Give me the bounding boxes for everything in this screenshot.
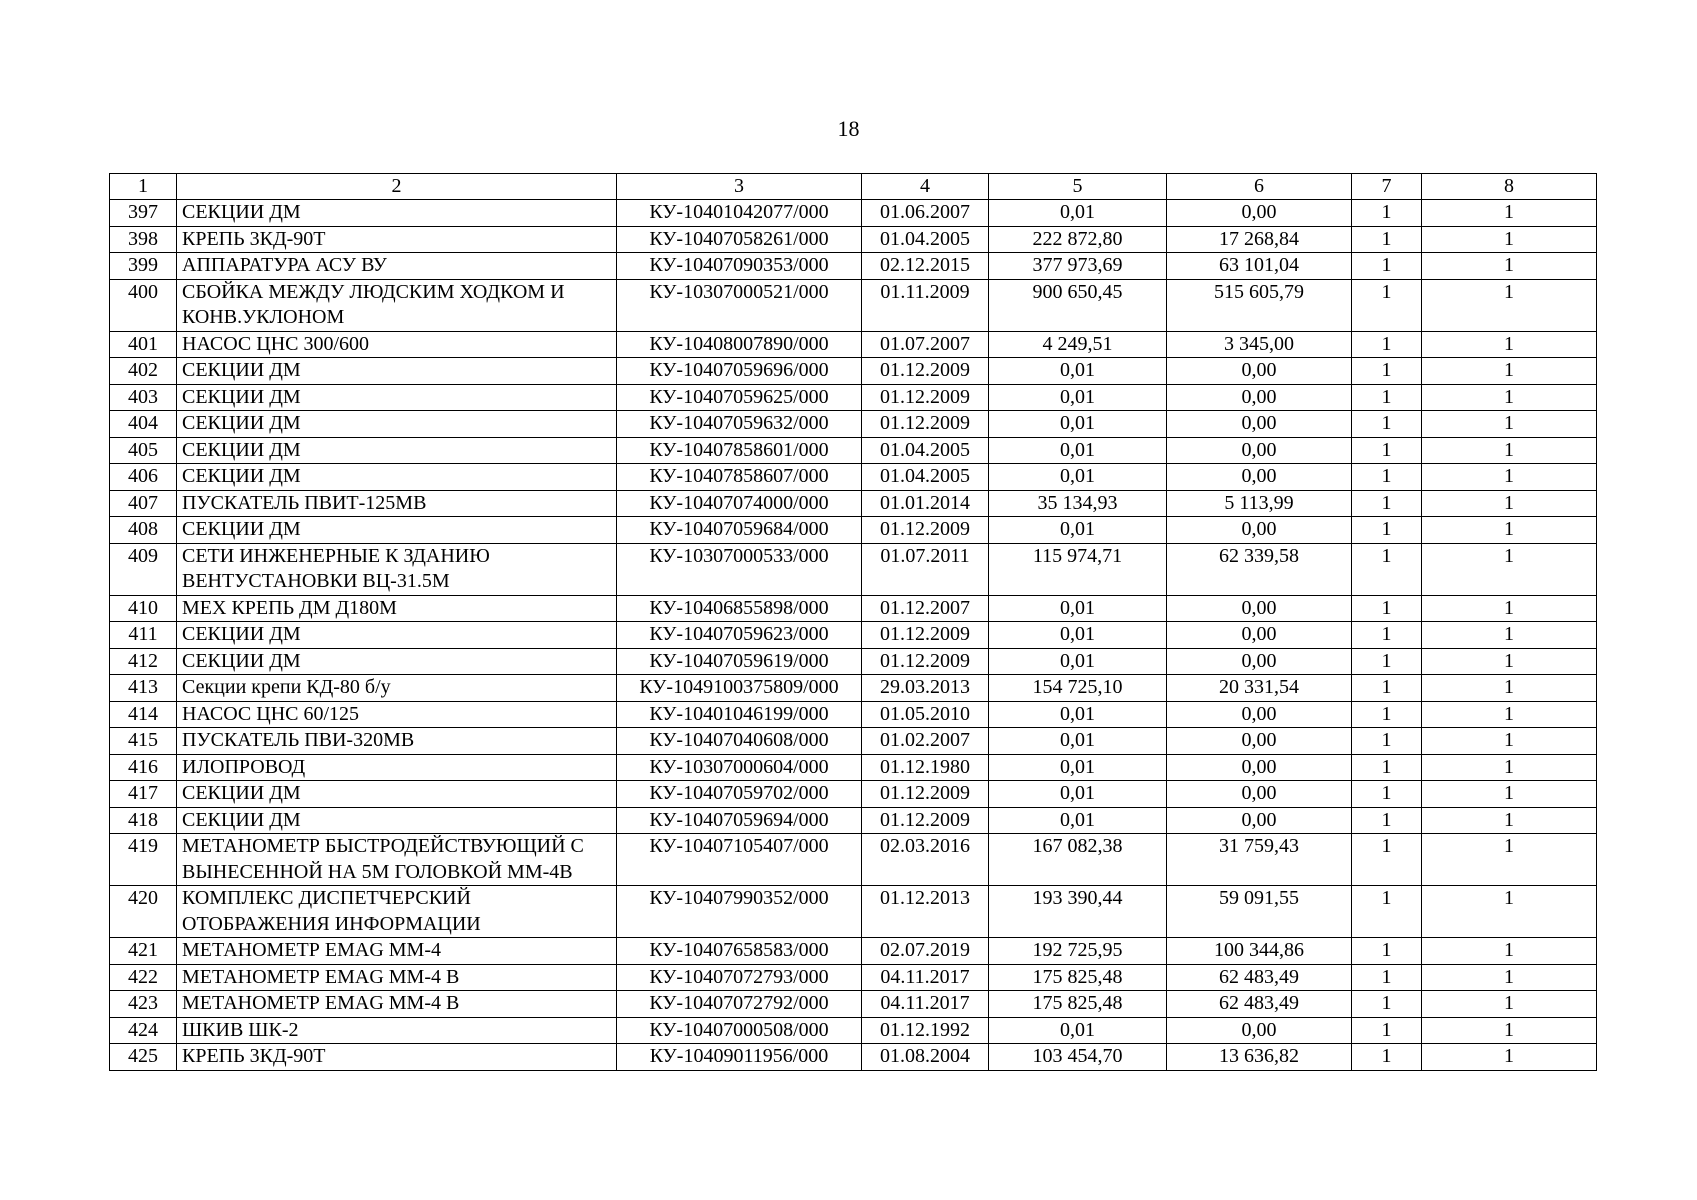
count-cell: 1 — [1422, 331, 1597, 358]
inventory-number-cell: КУ-10407105407/000 — [617, 834, 862, 886]
table-row — [110, 279, 1597, 331]
initial-cost-cell: 0,01 — [989, 1017, 1167, 1044]
residual-value-cell: 100 344,86 — [1167, 938, 1352, 965]
column-number: 6 — [1167, 174, 1352, 200]
initial-cost-cell: 103 454,70 — [989, 1044, 1167, 1071]
quantity-cell: 1 — [1352, 226, 1422, 253]
asset-name-cell: СЕКЦИИ ДМ — [177, 464, 617, 491]
residual-value-cell: 62 483,49 — [1167, 991, 1352, 1018]
asset-name-cell: КРЕПЬ 3КД-90Т — [177, 1044, 617, 1071]
initial-cost-cell: 0,01 — [989, 384, 1167, 411]
row-number-cell: 401 — [110, 331, 177, 358]
quantity-cell: 1 — [1352, 358, 1422, 385]
initial-cost-cell: 222 872,80 — [989, 226, 1167, 253]
count-cell: 1 — [1422, 754, 1597, 781]
table-row — [110, 754, 1597, 781]
inventory-number-cell: КУ-10407058261/000 — [617, 226, 862, 253]
initial-cost-cell: 0,01 — [989, 807, 1167, 834]
date-cell: 04.11.2017 — [862, 964, 989, 991]
row-number-cell: 409 — [110, 543, 177, 595]
date-cell: 01.12.2013 — [862, 886, 989, 938]
initial-cost-cell: 175 825,48 — [989, 964, 1167, 991]
count-cell: 1 — [1422, 622, 1597, 649]
count-cell: 1 — [1422, 543, 1597, 595]
residual-value-cell: 0,00 — [1167, 595, 1352, 622]
inventory-number-cell: КУ-10401046199/000 — [617, 701, 862, 728]
asset-name-cell: СЕКЦИИ ДМ — [177, 807, 617, 834]
date-cell: 01.12.2007 — [862, 595, 989, 622]
date-cell: 01.04.2005 — [862, 437, 989, 464]
table-row — [110, 648, 1597, 675]
quantity-cell: 1 — [1352, 938, 1422, 965]
initial-cost-cell: 0,01 — [989, 701, 1167, 728]
inventory-number-cell: КУ-10307000533/000 — [617, 543, 862, 595]
inventory-number-cell: КУ-10407072793/000 — [617, 964, 862, 991]
count-cell: 1 — [1422, 781, 1597, 808]
quantity-cell: 1 — [1352, 886, 1422, 938]
table-row — [110, 543, 1597, 595]
residual-value-cell: 0,00 — [1167, 622, 1352, 649]
quantity-cell: 1 — [1352, 437, 1422, 464]
initial-cost-cell: 35 134,93 — [989, 490, 1167, 517]
asset-name-cell: ПУСКАТЕЛЬ ПВИ-320МВ — [177, 728, 617, 755]
row-number-cell: 405 — [110, 437, 177, 464]
inventory-number-cell: КУ-10407990352/000 — [617, 886, 862, 938]
table-row — [110, 728, 1597, 755]
table-row — [110, 226, 1597, 253]
row-number-cell: 412 — [110, 648, 177, 675]
column-number: 7 — [1352, 174, 1422, 200]
asset-name-cell: СЕКЦИИ ДМ — [177, 622, 617, 649]
inventory-number-cell: КУ-10407000508/000 — [617, 1017, 862, 1044]
residual-value-cell: 0,00 — [1167, 411, 1352, 438]
quantity-cell: 1 — [1352, 464, 1422, 491]
row-number-cell: 406 — [110, 464, 177, 491]
residual-value-cell: 0,00 — [1167, 1017, 1352, 1044]
asset-name-cell: СЕТИ ИНЖЕНЕРНЫЕ К ЗДАНИЮ ВЕНТУСТАНОВКИ ВЦ-31.5М — [177, 543, 617, 595]
residual-value-cell: 0,00 — [1167, 701, 1352, 728]
row-number-cell: 416 — [110, 754, 177, 781]
inventory-number-cell: КУ-10407658583/000 — [617, 938, 862, 965]
asset-name-cell: КРЕПЬ 3КД-90Т — [177, 226, 617, 253]
count-cell: 1 — [1422, 807, 1597, 834]
inventory-number-cell: КУ-10407059702/000 — [617, 781, 862, 808]
residual-value-cell: 0,00 — [1167, 384, 1352, 411]
inventory-number-cell: КУ-10407858607/000 — [617, 464, 862, 491]
asset-name-cell: НАСОС ЦНС 300/600 — [177, 331, 617, 358]
column-number: 8 — [1422, 174, 1597, 200]
column-number-row — [110, 174, 1597, 200]
asset-name-cell: СБОЙКА МЕЖДУ ЛЮДСКИМ ХОДКОМ И КОНВ.УКЛОНОМ — [177, 279, 617, 331]
count-cell: 1 — [1422, 886, 1597, 938]
table-body — [110, 174, 1597, 1071]
date-cell: 01.12.2009 — [862, 384, 989, 411]
asset-name-cell: МЕТАНОМЕТР БЫСТРОДЕЙСТВУЮЩИЙ С ВЫНЕСЕННОЙ НА 5М ГОЛОВКОЙ ММ-4В — [177, 834, 617, 886]
residual-value-cell: 0,00 — [1167, 464, 1352, 491]
date-cell: 01.05.2010 — [862, 701, 989, 728]
table-row — [110, 675, 1597, 702]
date-cell: 01.04.2005 — [862, 226, 989, 253]
initial-cost-cell: 900 650,45 — [989, 279, 1167, 331]
row-number-cell: 415 — [110, 728, 177, 755]
quantity-cell: 1 — [1352, 991, 1422, 1018]
row-number-cell: 403 — [110, 384, 177, 411]
table-row — [110, 517, 1597, 544]
residual-value-cell: 515 605,79 — [1167, 279, 1352, 331]
inventory-number-cell: КУ-10407059623/000 — [617, 622, 862, 649]
date-cell: 29.03.2013 — [862, 675, 989, 702]
date-cell: 04.11.2017 — [862, 991, 989, 1018]
quantity-cell: 1 — [1352, 754, 1422, 781]
count-cell: 1 — [1422, 595, 1597, 622]
row-number-cell: 420 — [110, 886, 177, 938]
quantity-cell: 1 — [1352, 807, 1422, 834]
asset-name-cell: МЕТАНОМЕТР EMAG ММ-4 В — [177, 964, 617, 991]
quantity-cell: 1 — [1352, 701, 1422, 728]
quantity-cell: 1 — [1352, 648, 1422, 675]
asset-name-cell: СЕКЦИИ ДМ — [177, 648, 617, 675]
initial-cost-cell: 0,01 — [989, 517, 1167, 544]
initial-cost-cell: 0,01 — [989, 595, 1167, 622]
table-row — [110, 964, 1597, 991]
asset-table — [109, 173, 1597, 1071]
initial-cost-cell: 167 082,38 — [989, 834, 1167, 886]
asset-name-cell: Секции крепи КД-80 б/у — [177, 675, 617, 702]
inventory-number-cell: КУ-10407059694/000 — [617, 807, 862, 834]
table-row — [110, 595, 1597, 622]
initial-cost-cell: 0,01 — [989, 437, 1167, 464]
asset-name-cell: СЕКЦИИ ДМ — [177, 781, 617, 808]
column-number: 5 — [989, 174, 1167, 200]
residual-value-cell: 0,00 — [1167, 358, 1352, 385]
initial-cost-cell: 0,01 — [989, 754, 1167, 781]
count-cell: 1 — [1422, 226, 1597, 253]
row-number-cell: 423 — [110, 991, 177, 1018]
count-cell: 1 — [1422, 701, 1597, 728]
column-number: 1 — [110, 174, 177, 200]
initial-cost-cell: 377 973,69 — [989, 253, 1167, 280]
residual-value-cell: 63 101,04 — [1167, 253, 1352, 280]
asset-name-cell: МЕХ КРЕПЬ ДМ Д180М — [177, 595, 617, 622]
count-cell: 1 — [1422, 437, 1597, 464]
date-cell: 01.12.2009 — [862, 517, 989, 544]
table-row — [110, 411, 1597, 438]
row-number-cell: 419 — [110, 834, 177, 886]
asset-name-cell: СЕКЦИИ ДМ — [177, 411, 617, 438]
row-number-cell: 424 — [110, 1017, 177, 1044]
inventory-number-cell: КУ-10407074000/000 — [617, 490, 862, 517]
asset-name-cell: СЕКЦИИ ДМ — [177, 200, 617, 227]
date-cell: 01.11.2009 — [862, 279, 989, 331]
row-number-cell: 397 — [110, 200, 177, 227]
row-number-cell: 408 — [110, 517, 177, 544]
count-cell: 1 — [1422, 648, 1597, 675]
asset-name-cell: СЕКЦИИ ДМ — [177, 517, 617, 544]
initial-cost-cell: 115 974,71 — [989, 543, 1167, 595]
date-cell: 01.12.2009 — [862, 622, 989, 649]
initial-cost-cell: 0,01 — [989, 648, 1167, 675]
quantity-cell: 1 — [1352, 490, 1422, 517]
quantity-cell: 1 — [1352, 834, 1422, 886]
initial-cost-cell: 0,01 — [989, 411, 1167, 438]
residual-value-cell: 0,00 — [1167, 200, 1352, 227]
quantity-cell: 1 — [1352, 384, 1422, 411]
residual-value-cell: 0,00 — [1167, 754, 1352, 781]
residual-value-cell: 17 268,84 — [1167, 226, 1352, 253]
residual-value-cell: 62 339,58 — [1167, 543, 1352, 595]
count-cell: 1 — [1422, 991, 1597, 1018]
asset-name-cell: НАСОС ЦНС 60/125 — [177, 701, 617, 728]
quantity-cell: 1 — [1352, 331, 1422, 358]
inventory-number-cell: КУ-10406855898/000 — [617, 595, 862, 622]
initial-cost-cell: 192 725,95 — [989, 938, 1167, 965]
count-cell: 1 — [1422, 675, 1597, 702]
count-cell: 1 — [1422, 279, 1597, 331]
table-row — [110, 781, 1597, 808]
table-row — [110, 253, 1597, 280]
residual-value-cell: 62 483,49 — [1167, 964, 1352, 991]
initial-cost-cell: 4 249,51 — [989, 331, 1167, 358]
row-number-cell: 417 — [110, 781, 177, 808]
table-row — [110, 886, 1597, 938]
date-cell: 01.08.2004 — [862, 1044, 989, 1071]
initial-cost-cell: 0,01 — [989, 781, 1167, 808]
table-row — [110, 938, 1597, 965]
table-row — [110, 991, 1597, 1018]
count-cell: 1 — [1422, 490, 1597, 517]
quantity-cell: 1 — [1352, 517, 1422, 544]
initial-cost-cell: 0,01 — [989, 358, 1167, 385]
residual-value-cell: 0,00 — [1167, 517, 1352, 544]
asset-name-cell: ШКИВ ШК-2 — [177, 1017, 617, 1044]
residual-value-cell: 0,00 — [1167, 648, 1352, 675]
count-cell: 1 — [1422, 358, 1597, 385]
date-cell: 01.12.2009 — [862, 358, 989, 385]
count-cell: 1 — [1422, 464, 1597, 491]
inventory-number-cell: КУ-10408007890/000 — [617, 331, 862, 358]
quantity-cell: 1 — [1352, 728, 1422, 755]
inventory-number-cell: КУ-10407040608/000 — [617, 728, 862, 755]
row-number-cell: 411 — [110, 622, 177, 649]
row-number-cell: 399 — [110, 253, 177, 280]
count-cell: 1 — [1422, 253, 1597, 280]
quantity-cell: 1 — [1352, 595, 1422, 622]
initial-cost-cell: 175 825,48 — [989, 991, 1167, 1018]
quantity-cell: 1 — [1352, 253, 1422, 280]
inventory-number-cell: КУ-10307000604/000 — [617, 754, 862, 781]
row-number-cell: 400 — [110, 279, 177, 331]
asset-name-cell: ПУСКАТЕЛЬ ПВИТ-125МВ — [177, 490, 617, 517]
count-cell: 1 — [1422, 411, 1597, 438]
date-cell: 01.02.2007 — [862, 728, 989, 755]
residual-value-cell: 20 331,54 — [1167, 675, 1352, 702]
initial-cost-cell: 0,01 — [989, 622, 1167, 649]
table-row — [110, 358, 1597, 385]
row-number-cell: 402 — [110, 358, 177, 385]
table-row — [110, 464, 1597, 491]
inventory-number-cell: КУ-10407059625/000 — [617, 384, 862, 411]
inventory-number-cell: КУ-10409011956/000 — [617, 1044, 862, 1071]
row-number-cell: 418 — [110, 807, 177, 834]
row-number-cell: 422 — [110, 964, 177, 991]
count-cell: 1 — [1422, 728, 1597, 755]
inventory-number-cell: КУ-10401042077/000 — [617, 200, 862, 227]
row-number-cell: 414 — [110, 701, 177, 728]
quantity-cell: 1 — [1352, 1044, 1422, 1071]
table-row — [110, 622, 1597, 649]
date-cell: 02.07.2019 — [862, 938, 989, 965]
count-cell: 1 — [1422, 517, 1597, 544]
date-cell: 01.12.2009 — [862, 411, 989, 438]
asset-name-cell: СЕКЦИИ ДМ — [177, 384, 617, 411]
column-number: 4 — [862, 174, 989, 200]
date-cell: 01.07.2007 — [862, 331, 989, 358]
row-number-cell: 410 — [110, 595, 177, 622]
asset-name-cell: СЕКЦИИ ДМ — [177, 437, 617, 464]
date-cell: 01.12.1992 — [862, 1017, 989, 1044]
table-row — [110, 807, 1597, 834]
initial-cost-cell: 193 390,44 — [989, 886, 1167, 938]
quantity-cell: 1 — [1352, 1017, 1422, 1044]
page-number: 18 — [837, 116, 860, 141]
date-cell: 01.12.2009 — [862, 807, 989, 834]
quantity-cell: 1 — [1352, 964, 1422, 991]
count-cell: 1 — [1422, 938, 1597, 965]
asset-name-cell: АППАРАТУРА АСУ ВУ — [177, 253, 617, 280]
inventory-number-cell: КУ-10407059696/000 — [617, 358, 862, 385]
residual-value-cell: 0,00 — [1167, 437, 1352, 464]
date-cell: 02.12.2015 — [862, 253, 989, 280]
inventory-number-cell: КУ-10407059684/000 — [617, 517, 862, 544]
inventory-number-cell: КУ-10407059619/000 — [617, 648, 862, 675]
count-cell: 1 — [1422, 1017, 1597, 1044]
table-row — [110, 331, 1597, 358]
table-row — [110, 384, 1597, 411]
date-cell: 02.03.2016 — [862, 834, 989, 886]
row-number-cell: 398 — [110, 226, 177, 253]
count-cell: 1 — [1422, 964, 1597, 991]
residual-value-cell: 0,00 — [1167, 781, 1352, 808]
quantity-cell: 1 — [1352, 411, 1422, 438]
quantity-cell: 1 — [1352, 675, 1422, 702]
residual-value-cell: 0,00 — [1167, 807, 1352, 834]
table-row — [110, 1044, 1597, 1071]
row-number-cell: 425 — [110, 1044, 177, 1071]
initial-cost-cell: 0,01 — [989, 464, 1167, 491]
quantity-cell: 1 — [1352, 781, 1422, 808]
table-row — [110, 437, 1597, 464]
residual-value-cell: 3 345,00 — [1167, 331, 1352, 358]
inventory-number-cell: КУ-10407059632/000 — [617, 411, 862, 438]
column-number: 2 — [177, 174, 617, 200]
row-number-cell: 407 — [110, 490, 177, 517]
row-number-cell: 413 — [110, 675, 177, 702]
table-row — [110, 1017, 1597, 1044]
asset-name-cell: СЕКЦИИ ДМ — [177, 358, 617, 385]
count-cell: 1 — [1422, 834, 1597, 886]
residual-value-cell: 0,00 — [1167, 728, 1352, 755]
count-cell: 1 — [1422, 384, 1597, 411]
residual-value-cell: 5 113,99 — [1167, 490, 1352, 517]
inventory-number-cell: КУ-1049100375809/000 — [617, 675, 862, 702]
row-number-cell: 404 — [110, 411, 177, 438]
residual-value-cell: 59 091,55 — [1167, 886, 1352, 938]
date-cell: 01.06.2007 — [862, 200, 989, 227]
inventory-number-cell: КУ-10407090353/000 — [617, 253, 862, 280]
count-cell: 1 — [1422, 1044, 1597, 1071]
initial-cost-cell: 0,01 — [989, 200, 1167, 227]
date-cell: 01.01.2014 — [862, 490, 989, 517]
quantity-cell: 1 — [1352, 279, 1422, 331]
residual-value-cell: 31 759,43 — [1167, 834, 1352, 886]
initial-cost-cell: 0,01 — [989, 728, 1167, 755]
inventory-number-cell: КУ-10307000521/000 — [617, 279, 862, 331]
table-row — [110, 200, 1597, 227]
row-number-cell: 421 — [110, 938, 177, 965]
initial-cost-cell: 154 725,10 — [989, 675, 1167, 702]
inventory-number-cell: КУ-10407072792/000 — [617, 991, 862, 1018]
date-cell: 01.12.1980 — [862, 754, 989, 781]
residual-value-cell: 13 636,82 — [1167, 1044, 1352, 1071]
count-cell: 1 — [1422, 200, 1597, 227]
date-cell: 01.04.2005 — [862, 464, 989, 491]
quantity-cell: 1 — [1352, 543, 1422, 595]
table-row — [110, 834, 1597, 886]
inventory-number-cell: КУ-10407858601/000 — [617, 437, 862, 464]
asset-name-cell: МЕТАНОМЕТР EMAG ММ-4 В — [177, 991, 617, 1018]
asset-name-cell: КОМПЛЕКС ДИСПЕТЧЕРСКИЙ ОТОБРАЖЕНИЯ ИНФОРМАЦИИ — [177, 886, 617, 938]
date-cell: 01.12.2009 — [862, 781, 989, 808]
quantity-cell: 1 — [1352, 622, 1422, 649]
table-row — [110, 490, 1597, 517]
asset-name-cell: МЕТАНОМЕТР EMAG ММ-4 — [177, 938, 617, 965]
quantity-cell: 1 — [1352, 200, 1422, 227]
column-number: 3 — [617, 174, 862, 200]
table-row — [110, 701, 1597, 728]
date-cell: 01.07.2011 — [862, 543, 989, 595]
asset-name-cell: ИЛОПРОВОД — [177, 754, 617, 781]
date-cell: 01.12.2009 — [862, 648, 989, 675]
